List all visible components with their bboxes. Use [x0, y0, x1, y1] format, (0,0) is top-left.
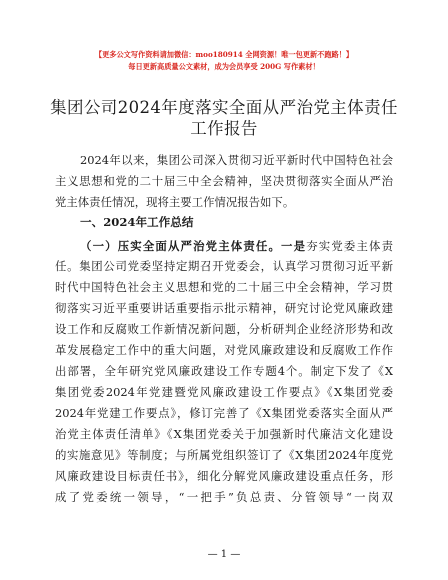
paragraph-line-6: 出部署，全年研究党风廉政建设工作专题4个。制定下发了《X — [55, 364, 393, 378]
paragraph-line-4: 设工作和反腐败工作新情况新问题，分析研判企业经济形势和改 — [55, 322, 393, 336]
promo-banner-line2: 每日更新高质量公文素材，成为会员享受 200G 写作素材！ — [128, 62, 320, 71]
paragraph-line-2: 时代中国特色社会主义思想和党的二十届三中全会精神，学习贯 — [55, 280, 393, 294]
subsection-lead — [80, 238, 393, 254]
document-title-line2: 工作报告 — [190, 119, 258, 138]
intro-line-3: 党主体责任情况，现将主要工作情况报告如下。 — [55, 195, 295, 209]
paragraph-line-9: 治党主体责任清单》《X集团党委关于加强新时代廉洁文化建设 — [55, 427, 393, 441]
paragraph-line-1: 任。集团公司党委坚持定期召开党委会，认真学习贯彻习近平新 — [55, 259, 393, 273]
intro-line-1: 2024年以来，集团公司深入贯彻习近平新时代中国特色社会 — [80, 153, 393, 167]
paragraph-line-7: 集团党委2024年党建暨党风廉政建设工作要点》《X集团党委 — [55, 385, 393, 399]
paragraph-line-8: 2024年党建工作要点》，修订完善了《X集团党委落实全面从严 — [55, 406, 393, 420]
paragraph-line-5: 革发展稳定工作中的重大问题，对党风廉政建设和反腐败工作作 — [55, 343, 393, 357]
paragraph-line-11: 风廉政建设目标责任书》，细化分解党风廉政建设重点任务，形 — [55, 469, 393, 483]
paragraph-line-12: 成了党委统一领导，“一把手”负总责、分管领导“一岗双 — [55, 490, 393, 504]
subsection-lead-text: 夯实党委主体责 — [306, 239, 393, 253]
promo-banner-line1: 【更多公文写作资料请加微信：moo180914 全网资源！唯一包更新不跑路！】 — [94, 50, 354, 59]
page-number: — 1 — — [207, 549, 241, 560]
section-heading: 一、2024年工作总结 — [80, 215, 194, 229]
subsection-heading: （一）压实全面从严治党主体责任。一是 — [80, 239, 307, 253]
document-title-line1: 集团公司2024年度落实全面从严治党主体责任 — [50, 98, 398, 117]
paragraph-line-3: 彻落实习近平重要讲话重要指示批示精神，研究讨论党风廉政建 — [55, 301, 393, 315]
paragraph-line-10: 的实施意见》等制度；与所属党组织签订了《X集团2024年度党 — [55, 448, 393, 462]
intro-line-2: 主义思想和党的二十届三中全会精神，坚决贯彻落实全面从严治 — [55, 174, 393, 188]
